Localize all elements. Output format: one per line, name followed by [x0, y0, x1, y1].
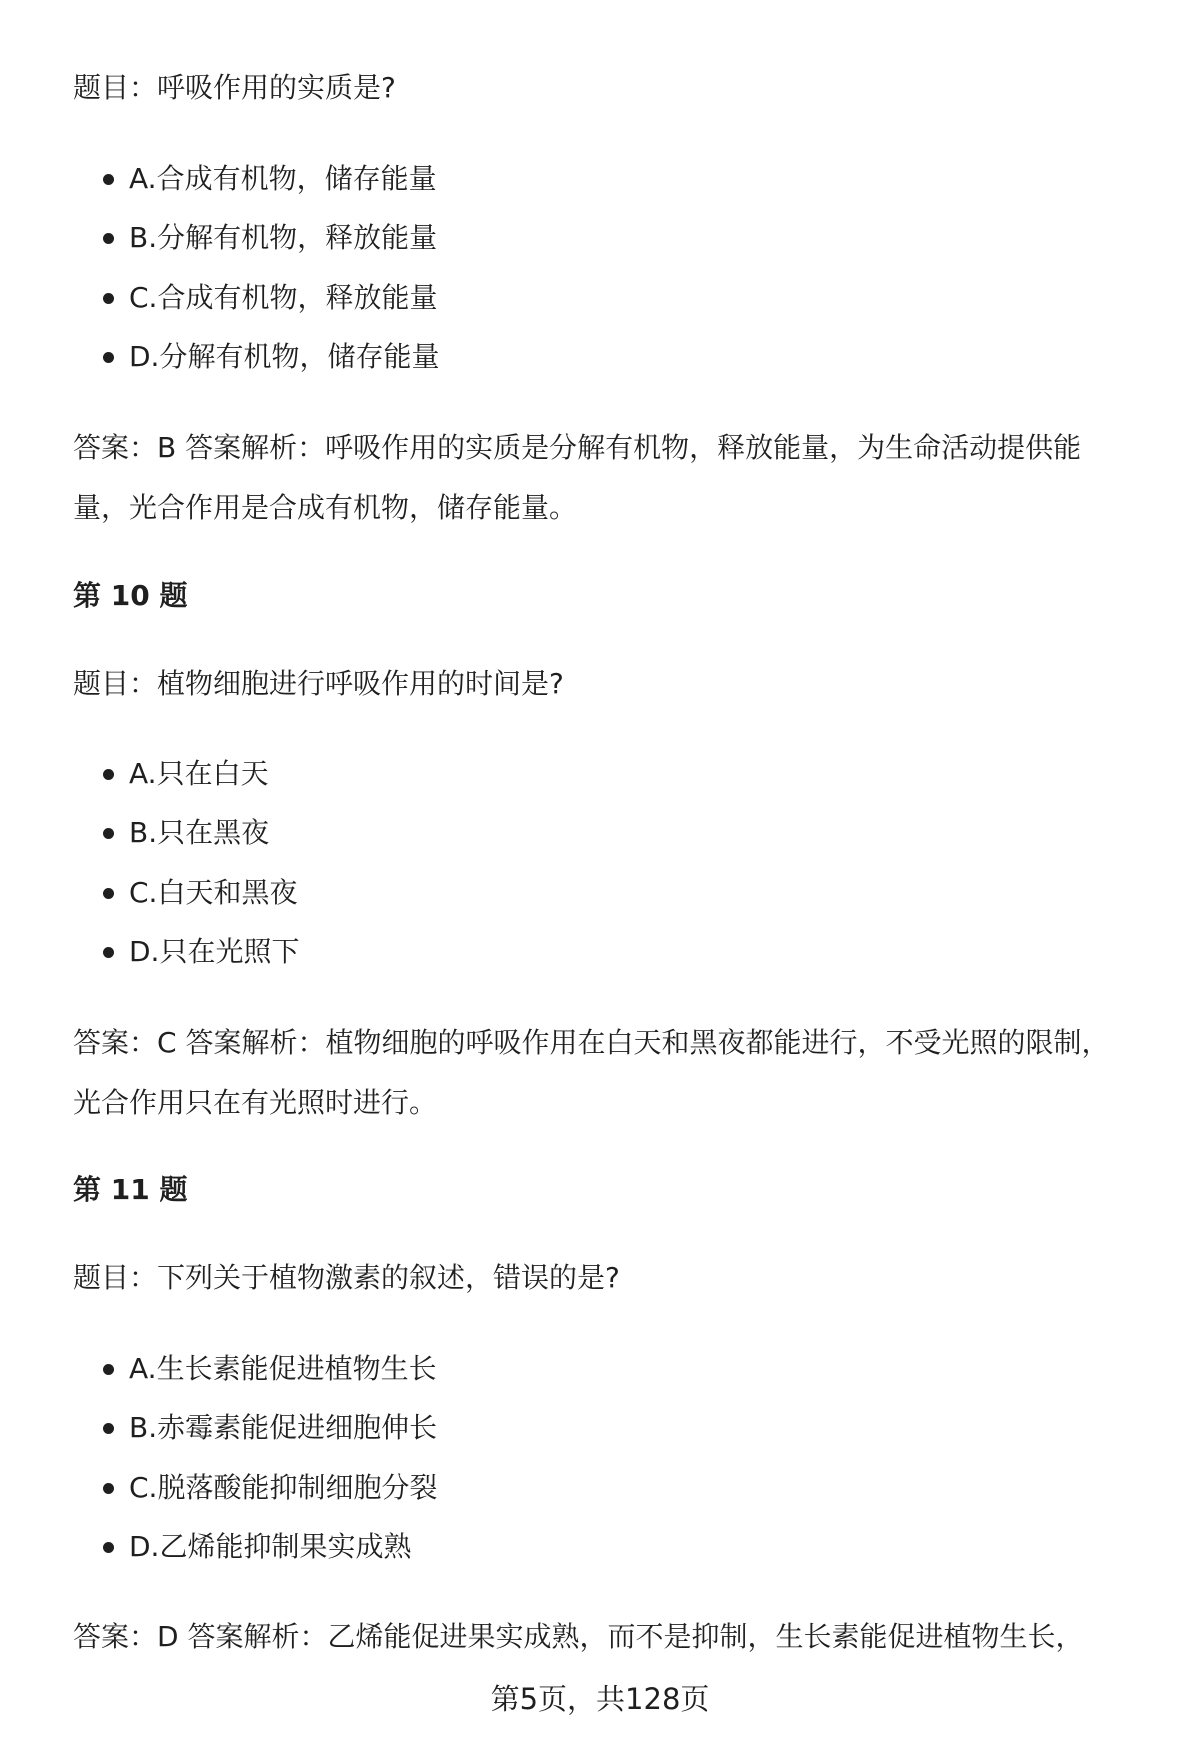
option-text: A.生长素能促进植物生长 — [129, 1351, 437, 1385]
bullet-icon — [103, 1423, 114, 1434]
bullet-icon — [103, 947, 114, 958]
option-text: A.合成有机物，储存能量 — [129, 161, 437, 195]
bullet-icon — [103, 769, 114, 780]
bullet-icon — [103, 293, 114, 304]
option-item — [129, 268, 439, 328]
option-item — [129, 1458, 437, 1518]
bullet-icon — [103, 1364, 114, 1375]
option-text: B.分解有机物，释放能量 — [129, 221, 438, 255]
bullet-icon — [103, 828, 114, 839]
question-10-text: 题目：植物细胞进行呼吸作用的时间是? — [73, 667, 564, 700]
option-item — [129, 923, 299, 983]
bullet-icon — [103, 233, 114, 244]
question-11-heading: 第 11 题 — [73, 1173, 188, 1206]
option-text: B.只在黑夜 — [129, 816, 270, 850]
option-item — [129, 1339, 437, 1399]
option-item — [129, 804, 299, 864]
option-item — [129, 209, 439, 269]
option-text: C.脱落酸能抑制细胞分裂 — [129, 1470, 438, 1504]
question-10-heading: 第 10 题 — [73, 579, 188, 612]
option-text: C.白天和黑夜 — [129, 875, 298, 909]
option-text: D.只在光照下 — [129, 935, 300, 969]
bullet-icon — [103, 174, 114, 185]
option-item — [129, 863, 299, 923]
bullet-icon — [103, 1542, 114, 1553]
question-9-text: 题目：呼吸作用的实质是? — [73, 71, 396, 104]
option-text: B.赤霉素能促进细胞伸长 — [129, 1411, 438, 1445]
option-item — [129, 1399, 437, 1459]
page-number: 第5页，共128页 — [490, 1682, 710, 1716]
bullet-icon — [103, 888, 114, 899]
bullet-icon — [103, 352, 114, 363]
option-item — [129, 1518, 437, 1578]
bullet-icon — [103, 1483, 114, 1494]
question-9-answer: 答案：B 答案解析：呼吸作用的实质是分解有机物，释放能量，为生命活动提供能量，光合作用是合成有机物，储存能量。 — [73, 431, 1082, 524]
option-text: D.乙烯能抑制果实成熟 — [129, 1530, 412, 1564]
option-item — [129, 744, 299, 804]
question-10-answer: 答案：C 答案解析：植物细胞的呼吸作用在白天和黑夜都能进行，不受光照的限制，光合作用只在有光照时进行。 — [73, 1026, 1110, 1119]
question-9-options — [73, 149, 439, 387]
option-item — [129, 328, 439, 388]
option-text: D.分解有机物，储存能量 — [129, 340, 440, 374]
question-11-answer: 答案：D 答案解析：乙烯能促进果实成熟，而不是抑制，生长素能促进植物生长， — [73, 1620, 1084, 1653]
question-11-text: 题目：下列关于植物激素的叙述，错误的是? — [73, 1261, 620, 1294]
question-11-options — [73, 1339, 437, 1577]
option-item — [129, 149, 439, 209]
option-text: C.合成有机物，释放能量 — [129, 280, 438, 314]
option-text: A.只在白天 — [129, 756, 269, 790]
question-10-options — [73, 744, 299, 982]
